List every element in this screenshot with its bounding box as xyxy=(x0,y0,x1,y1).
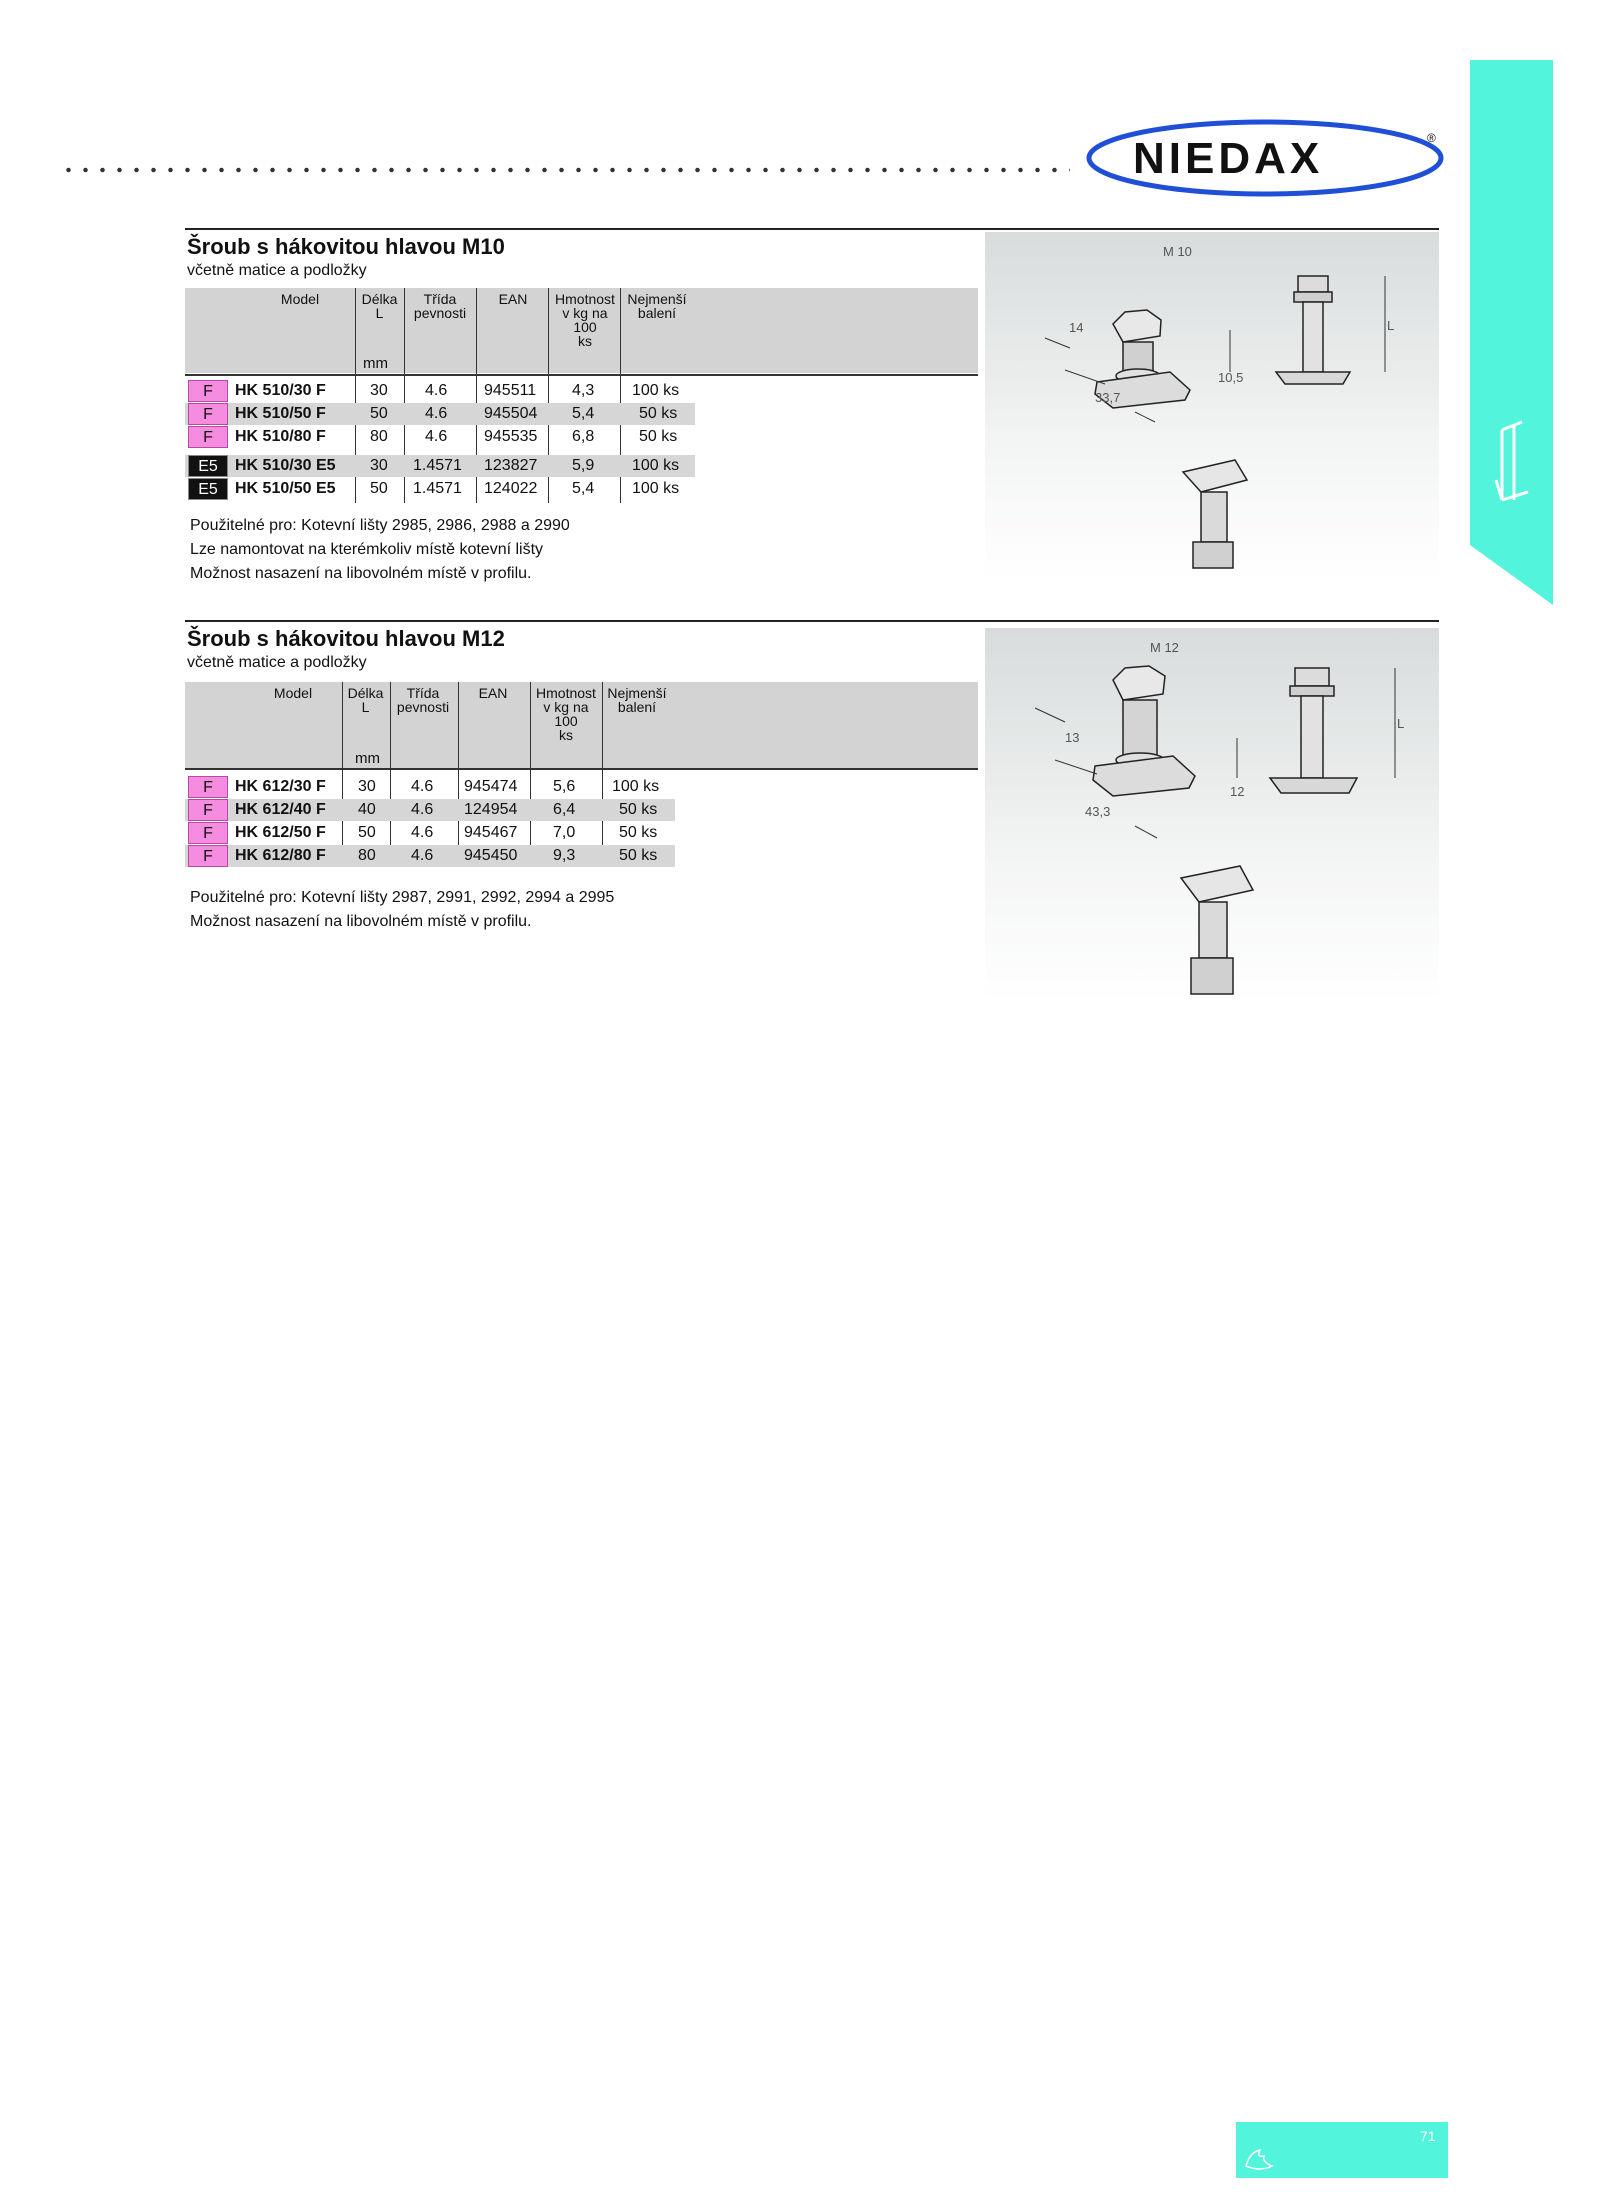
col-header-length: Délka L xyxy=(361,291,398,321)
model-cell: HK 510/50 E5 xyxy=(235,480,336,497)
model-cell: HK 510/30 E5 xyxy=(235,457,336,474)
product-drawing xyxy=(985,232,1439,582)
page-number: 71 xyxy=(1420,2128,1436,2144)
col-header-weight: Hmotnost v kg na 100 ks xyxy=(555,291,615,349)
model-cell: HK 510/30 F xyxy=(235,382,326,399)
svg-text:43,3: 43,3 xyxy=(1085,804,1111,819)
usage-note: Použitelné pro: Kotevní lišty 2985, 2986, 2988 a 2990 xyxy=(190,517,570,534)
svg-text:®: ® xyxy=(1427,131,1436,145)
section-title: Šroub s hákovitou hlavou M12 xyxy=(187,626,505,651)
product-drawing xyxy=(985,628,1439,1003)
finish-badge: F xyxy=(188,776,228,798)
col-header-model: Model xyxy=(280,291,320,307)
finish-badge: F xyxy=(188,799,228,821)
thread-label: M 10 xyxy=(1163,244,1192,259)
thread-label: M 12 xyxy=(1150,640,1179,655)
usage-note: Lze namontovat na kterémkoliv místě kotevní lišty xyxy=(190,541,544,558)
unit-label: mm xyxy=(363,355,388,372)
svg-text:L: L xyxy=(1387,318,1395,333)
niedax-logo xyxy=(1085,118,1445,198)
finish-badge: E5 xyxy=(188,455,228,477)
brand-name: NIEDAX xyxy=(1133,134,1324,183)
svg-text:33,7: 33,7 xyxy=(1095,390,1121,405)
svg-text:12: 12 xyxy=(1230,784,1245,799)
finish-badge: F xyxy=(188,403,228,425)
section-subtitle: včetně matice a podložky xyxy=(187,262,367,279)
unit-label: mm xyxy=(355,750,380,767)
svg-text:L: L xyxy=(1397,716,1405,731)
model-cell: HK 510/80 F xyxy=(235,428,326,445)
col-header-strength: Třída pevnosti xyxy=(396,685,450,715)
col-header-ean: EAN xyxy=(498,291,528,307)
col-header-strength: Třída pevnosti xyxy=(413,291,467,321)
finish-badge: E5 xyxy=(188,478,228,500)
section-divider xyxy=(185,620,1439,622)
category-side-tab xyxy=(1470,60,1553,605)
dotted-header-line xyxy=(60,166,1070,174)
svg-text:14: 14 xyxy=(1069,320,1084,335)
usage-note: Možnost nasazení na libovolném místě v profilu. xyxy=(190,913,532,930)
usage-note: Možnost nasazení na libovolném místě v profilu. xyxy=(190,565,532,582)
svg-text:10,5: 10,5 xyxy=(1218,370,1244,385)
flame-outline-icon xyxy=(1242,2146,1278,2172)
col-header-length: Délka L xyxy=(347,685,384,715)
finish-badge: F xyxy=(188,380,228,402)
usage-note: Použitelné pro: Kotevní lišty 2987, 2991, 2992, 2994 a 2995 xyxy=(190,889,615,906)
col-header-pack: Nejmenší balení xyxy=(627,291,687,321)
col-header-weight: Hmotnost v kg na 100 ks xyxy=(536,685,596,743)
model-cell: HK 612/50 F xyxy=(235,824,326,841)
finish-badge: F xyxy=(188,822,228,844)
col-header-pack: Nejmenší balení xyxy=(607,685,667,715)
section-subtitle: včetně matice a podložky xyxy=(187,654,367,671)
header-rule xyxy=(185,768,978,770)
section-divider xyxy=(185,228,1439,230)
page-footer xyxy=(1236,2122,1448,2178)
finish-badge: F xyxy=(188,426,228,448)
svg-text:13: 13 xyxy=(1065,730,1080,745)
header-rule xyxy=(185,374,978,376)
section-title: Šroub s hákovitou hlavou M10 xyxy=(187,234,505,259)
col-header-ean: EAN xyxy=(478,685,508,701)
finish-badge: F xyxy=(188,845,228,867)
model-cell: HK 510/50 F xyxy=(235,405,326,422)
model-cell: HK 612/80 F xyxy=(235,847,326,864)
col-header-model: Model xyxy=(273,685,313,701)
model-cell: HK 612/30 F xyxy=(235,778,326,795)
model-cell: HK 612/40 F xyxy=(235,801,326,818)
